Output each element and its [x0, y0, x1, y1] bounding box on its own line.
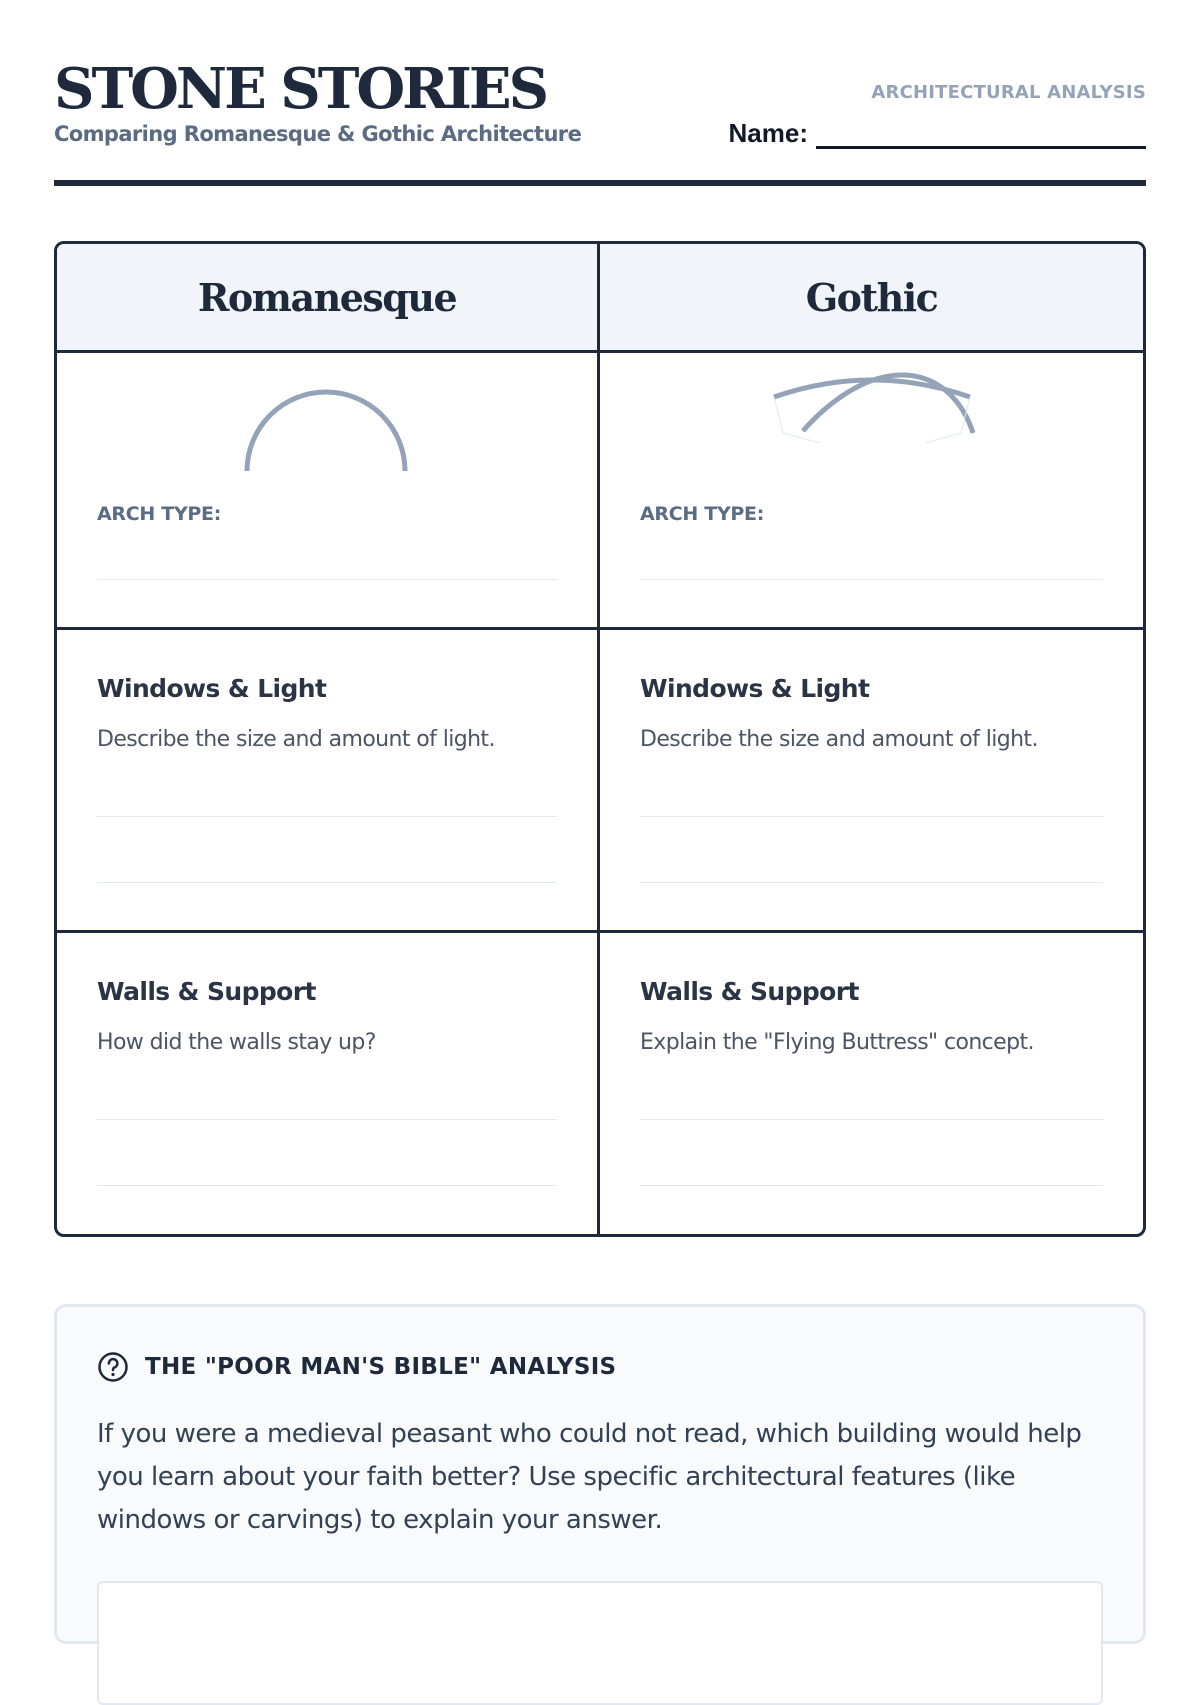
- arch-cell-romanesque: [57, 353, 600, 630]
- document-type-label: ARCHITECTURAL ANALYSIS: [871, 82, 1146, 103]
- section-prompt: Explain the "Flying Buttress" concept.: [640, 1030, 1034, 1055]
- page-subtitle: Comparing Romanesque & Gothic Architecture: [54, 122, 582, 146]
- name-row: [729, 119, 1146, 149]
- answer-line[interactable]: [97, 1119, 557, 1120]
- answer-line[interactable]: [640, 1119, 1103, 1120]
- windows-cell-gothic: [600, 630, 1143, 933]
- analysis-heading: THE "POOR MAN'S BIBLE" ANALYSIS: [145, 1354, 617, 1380]
- walls-cell-gothic: [600, 933, 1143, 1234]
- section-prompt: Describe the size and amount of light.: [97, 727, 495, 752]
- comparison-table: [54, 241, 1146, 1237]
- section-heading: Walls & Support: [97, 977, 316, 1006]
- arch-type-label: ARCH TYPE:: [97, 503, 222, 525]
- column-title: Romanesque: [197, 274, 457, 320]
- section-prompt: How did the walls stay up?: [97, 1030, 376, 1055]
- analysis-question: If you were a medieval peasant who could not read, which building would help you learn about your faith better? Use specific architectural features (like windows or carvings) to explain your answer.: [97, 1419, 1082, 1535]
- section-heading: Walls & Support: [640, 977, 859, 1006]
- section-prompt: Describe the size and amount of light.: [640, 727, 1038, 752]
- round-arch-icon: [57, 353, 597, 493]
- section-heading: Windows & Light: [97, 674, 327, 703]
- column-header-romanesque: [57, 244, 600, 353]
- arch-answer-line[interactable]: [640, 579, 1103, 580]
- pointed-arch-icon: [600, 353, 1143, 493]
- windows-cell-romanesque: [57, 630, 600, 933]
- worksheet-header: [54, 0, 1146, 188]
- walls-cell-romanesque: [57, 933, 600, 1234]
- question-circle-icon: [97, 1351, 129, 1383]
- answer-line[interactable]: [640, 816, 1103, 817]
- column-title: Gothic: [805, 274, 938, 320]
- column-header-gothic: [600, 244, 1143, 353]
- arch-type-label: ARCH TYPE:: [640, 503, 765, 525]
- section-heading: Windows & Light: [640, 674, 870, 703]
- analysis-panel: [54, 1304, 1146, 1644]
- answer-line[interactable]: [97, 882, 557, 883]
- page-title: STONE STORIES: [54, 56, 547, 122]
- arch-cell-gothic: [600, 353, 1143, 630]
- name-label: Name:: [728, 118, 808, 148]
- name-field[interactable]: [816, 120, 1146, 149]
- answer-line[interactable]: [640, 1185, 1103, 1186]
- answer-line[interactable]: [97, 816, 557, 817]
- header-divider: [54, 180, 1146, 186]
- answer-line[interactable]: [640, 882, 1103, 883]
- answer-line[interactable]: [97, 1185, 557, 1186]
- arch-answer-line[interactable]: [97, 579, 557, 580]
